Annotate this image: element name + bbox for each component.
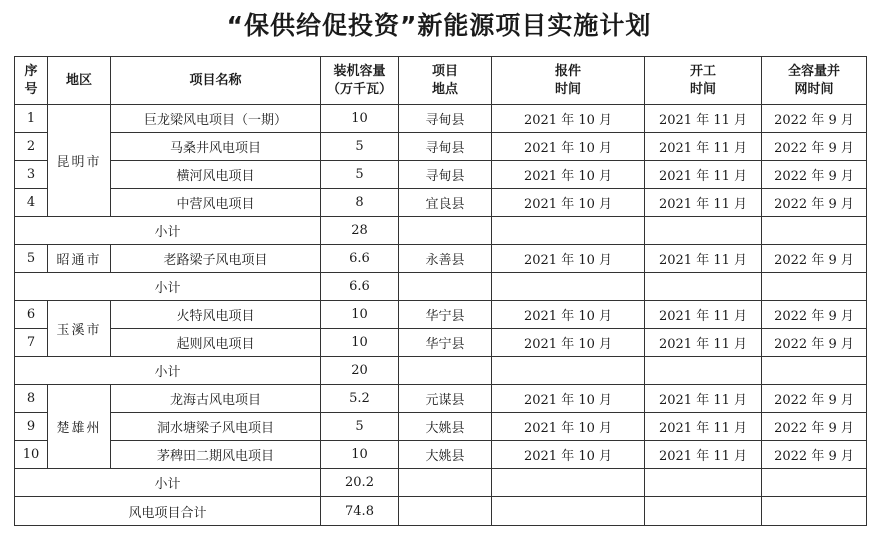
cell-capacity: 8 [321,189,399,217]
empty-cell [762,217,867,245]
cell-capacity: 10 [321,329,399,357]
cell-capacity: 5 [321,161,399,189]
subtotal-row [15,273,867,301]
empty-cell [399,273,492,301]
cell-capacity: 10 [321,105,399,133]
cell-name: 洞水塘梁子风电项目 [111,413,321,441]
project-plan-table [14,56,867,526]
cell-location: 大姚县 [399,441,492,469]
cell-capacity: 5 [321,413,399,441]
empty-cell [645,217,762,245]
cell-start: 2021 年 11 月 [645,189,762,217]
cell-name: 横河风电项目 [111,161,321,189]
cell-location: 永善县 [399,245,492,273]
cell-start: 2021 年 11 月 [645,133,762,161]
header-location-label: 项目地点 [431,63,458,97]
cell-start: 2021 年 11 月 [645,161,762,189]
empty-cell [762,357,867,385]
header-seq-label: 序号 [24,63,38,97]
page-title: “保供给促投资”新能源项目实施计划 [226,11,652,40]
empty-cell [492,273,645,301]
header-seq [15,57,48,105]
total-row [15,497,867,526]
cell-location: 华宁县 [399,329,492,357]
subtotal-label: 小计 [15,273,321,301]
cell-report: 2021 年 10 月 [492,105,645,133]
cell-start: 2021 年 11 月 [645,105,762,133]
cell-seq: 7 [15,329,48,357]
total-label: 风电项目合计 [15,497,321,526]
cell-grid: 2022 年 9 月 [762,385,867,413]
cell-name: 茅稗田二期风电项目 [111,441,321,469]
cell-name: 中营风电项目 [111,189,321,217]
cell-seq: 8 [15,385,48,413]
cell-capacity: 5 [321,133,399,161]
table-row [15,301,867,329]
cell-seq: 4 [15,189,48,217]
empty-cell [762,273,867,301]
cell-region-kunming: 昆明市 [48,105,111,217]
empty-cell [645,469,762,497]
cell-report: 2021 年 10 月 [492,385,645,413]
cell-seq: 9 [15,413,48,441]
cell-seq: 5 [15,245,48,273]
subtotal-row [15,469,867,497]
header-report-label: 报件时间 [554,63,581,97]
cell-name: 老路梁子风电项目 [111,245,321,273]
cell-seq: 6 [15,301,48,329]
cell-capacity: 10 [321,301,399,329]
table-row [15,245,867,273]
cell-name: 马桑井风电项目 [111,133,321,161]
table-row [15,441,867,469]
cell-start: 2021 年 11 月 [645,413,762,441]
cell-report: 2021 年 10 月 [492,329,645,357]
subtotal-row [15,217,867,245]
cell-grid: 2022 年 9 月 [762,441,867,469]
empty-cell [399,469,492,497]
cell-capacity: 10 [321,441,399,469]
cell-grid: 2022 年 9 月 [762,161,867,189]
cell-location: 寻甸县 [399,105,492,133]
header-name: 项目名称 [111,57,321,105]
subtotal-chuxiong: 20.2 [321,469,399,497]
cell-location: 华宁县 [399,301,492,329]
empty-cell [399,497,492,526]
table-row [15,105,867,133]
header-location [399,57,492,105]
table-row [15,133,867,161]
empty-cell [645,497,762,526]
empty-cell [492,469,645,497]
cell-report: 2021 年 10 月 [492,133,645,161]
header-report [492,57,645,105]
empty-cell [645,273,762,301]
cell-start: 2021 年 11 月 [645,441,762,469]
cell-report: 2021 年 10 月 [492,161,645,189]
cell-start: 2021 年 11 月 [645,245,762,273]
subtotal-yuxi: 20 [321,357,399,385]
cell-location: 大姚县 [399,413,492,441]
table-row [15,189,867,217]
cell-grid: 2022 年 9 月 [762,189,867,217]
empty-cell [492,497,645,526]
header-start [645,57,762,105]
subtotal-row [15,357,867,385]
cell-grid: 2022 年 9 月 [762,245,867,273]
empty-cell [399,357,492,385]
cell-report: 2021 年 10 月 [492,301,645,329]
subtotal-kunming: 28 [321,217,399,245]
cell-seq: 10 [15,441,48,469]
cell-report: 2021 年 10 月 [492,413,645,441]
cell-region-zhaotong: 昭通市 [48,245,111,273]
table-row [15,161,867,189]
subtotal-label: 小计 [15,217,321,245]
header-start-label: 开工时间 [689,63,716,97]
empty-cell [762,469,867,497]
cell-report: 2021 年 10 月 [492,441,645,469]
header-capacity [321,57,399,105]
cell-grid: 2022 年 9 月 [762,413,867,441]
subtotal-zhaotong: 6.6 [321,273,399,301]
cell-report: 2021 年 10 月 [492,245,645,273]
empty-cell [492,217,645,245]
cell-location: 宜良县 [399,189,492,217]
cell-seq: 1 [15,105,48,133]
empty-cell [645,357,762,385]
empty-cell [399,217,492,245]
empty-cell [762,497,867,526]
cell-grid: 2022 年 9 月 [762,329,867,357]
subtotal-label: 小计 [15,469,321,497]
cell-start: 2021 年 11 月 [645,385,762,413]
header-grid [762,57,867,105]
cell-name: 起则风电项目 [111,329,321,357]
cell-grid: 2022 年 9 月 [762,301,867,329]
subtotal-label: 小计 [15,357,321,385]
cell-name: 龙海古风电项目 [111,385,321,413]
cell-capacity: 5.2 [321,385,399,413]
cell-seq: 2 [15,133,48,161]
cell-name: 火特风电项目 [111,301,321,329]
header-row [15,57,867,105]
cell-location: 寻甸县 [399,161,492,189]
cell-grid: 2022 年 9 月 [762,105,867,133]
cell-seq: 3 [15,161,48,189]
total-value: 74.8 [321,497,399,526]
cell-region-yuxi: 玉溪市 [48,301,111,357]
header-grid-label: 全容量并网时间 [787,63,840,97]
cell-region-chuxiong: 楚雄州 [48,385,111,469]
table-row [15,385,867,413]
table-row [15,329,867,357]
cell-location: 寻甸县 [399,133,492,161]
empty-cell [492,357,645,385]
cell-grid: 2022 年 9 月 [762,133,867,161]
cell-report: 2021 年 10 月 [492,189,645,217]
cell-capacity: 6.6 [321,245,399,273]
cell-name: 巨龙梁风电项目（一期） [111,105,321,133]
header-capacity-label: 装机容量（万千瓦） [326,63,392,97]
cell-start: 2021 年 11 月 [645,329,762,357]
cell-start: 2021 年 11 月 [645,301,762,329]
table-row [15,413,867,441]
header-region: 地区 [48,57,111,105]
cell-location: 元谋县 [399,385,492,413]
